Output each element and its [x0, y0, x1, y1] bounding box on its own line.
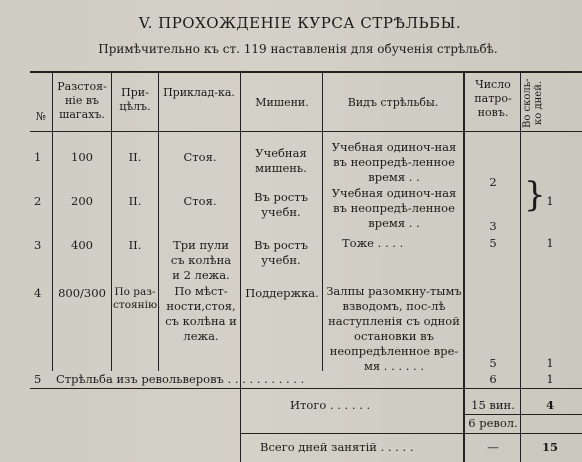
row1-aim: II.	[128, 150, 142, 164]
rule-row5-bottom	[30, 388, 582, 389]
rule-header-bottom	[30, 131, 582, 132]
row3-distance: 400	[71, 238, 93, 252]
row3-target: Въ ростъ учебн.	[254, 238, 308, 267]
row5-text: Стрѣльба изъ револьверовъ . . . . . . . . . . .	[56, 372, 305, 386]
row4-days: 1	[546, 356, 554, 370]
totals-revolver: 6 револ.	[468, 416, 518, 430]
header-distance: Разстоя-ніе въ шагахъ.	[57, 80, 107, 121]
page-title: V. ПРОХОЖДЕНІЕ КУРСА СТРѢЛЬБЫ.	[138, 14, 462, 32]
row3-days: 1	[546, 236, 554, 250]
row3-num: 3	[34, 238, 42, 252]
header-fire-type: Видъ стрѣльбы.	[347, 96, 439, 109]
row2-position: Стоя.	[183, 194, 217, 208]
all-days-total: 15	[541, 440, 558, 454]
col-sep-4	[240, 71, 241, 462]
row4-num: 4	[34, 286, 42, 300]
row2-fire: Учебная одиноч-ная въ неопредѣ-ленное время . .	[331, 186, 457, 230]
rule-totals-mid	[463, 414, 582, 415]
row5-num: 5	[34, 372, 42, 386]
row5-cartridges: 6	[489, 372, 497, 386]
header-cartridges: Число патро-новъ.	[474, 78, 512, 119]
header-aim: При-цѣлъ.	[119, 86, 151, 113]
col-sep-2	[111, 71, 112, 371]
header-position: Приклад-ка.	[163, 86, 235, 99]
col-sep-3	[158, 71, 159, 371]
row1-position: Стоя.	[183, 150, 217, 164]
row4-target: Поддержка.	[245, 286, 319, 300]
row4-position: По мѣст-ности,стоя, съ колѣна и лежа.	[165, 284, 237, 343]
row2-cartridges: 3	[489, 219, 497, 233]
row2-target: Въ ростъ учебн.	[254, 190, 308, 219]
totals-days: 4	[545, 398, 554, 412]
row4-fire: Залпы разомкну-тымъ взводомъ, пос-лѣ наступленія съ одной остановки въ неопредѣленное вре-мя . . . . . .	[326, 284, 462, 373]
all-days-dash: —	[487, 440, 499, 454]
row1-num: 1	[34, 150, 42, 164]
row4-aim: По раз-стоянію.	[113, 286, 161, 311]
row3-position: Три пули съ колѣна и 2 лежа.	[170, 238, 232, 282]
col-sep-7	[520, 71, 521, 462]
row4-cartridges: 5	[489, 356, 497, 370]
row5-days: 1	[546, 372, 554, 386]
totals-label: Итого . . . . . .	[290, 398, 371, 412]
row4-distance: 800/300	[58, 286, 106, 300]
row3-fire: Тоже . . . .	[342, 236, 404, 250]
totals-rifle: 15 вин.	[471, 398, 515, 412]
col-sep-1	[52, 71, 53, 371]
row2-num: 2	[34, 194, 42, 208]
header-days: Во сколь-ко дней.	[522, 78, 544, 128]
row3-aim: II.	[128, 238, 142, 252]
days-brace: }	[524, 175, 546, 215]
all-days-label: Всего дней занятій . . . . .	[260, 440, 414, 454]
row1-distance: 100	[71, 150, 93, 164]
header-num: №	[35, 110, 47, 123]
col-sep-6	[463, 71, 465, 462]
row1-target: Учебная мишень.	[255, 146, 307, 175]
rule-top	[30, 71, 582, 73]
page-subtitle: Примѣчительно къ ст. 119 наставленія для обученія стрѣльбѣ.	[98, 42, 498, 56]
row2-days: 1	[546, 194, 554, 208]
row1-fire: Учебная одиноч-ная въ неопредѣ-ленное время . .	[331, 140, 457, 184]
rule-totals-bottom	[240, 433, 582, 434]
row3-cartridges: 5	[489, 236, 497, 250]
row1-cartridges: 2	[489, 175, 497, 189]
row2-distance: 200	[71, 194, 93, 208]
row2-aim: II.	[128, 194, 142, 208]
col-sep-5	[322, 71, 323, 371]
header-targets: Мишени.	[255, 96, 309, 109]
